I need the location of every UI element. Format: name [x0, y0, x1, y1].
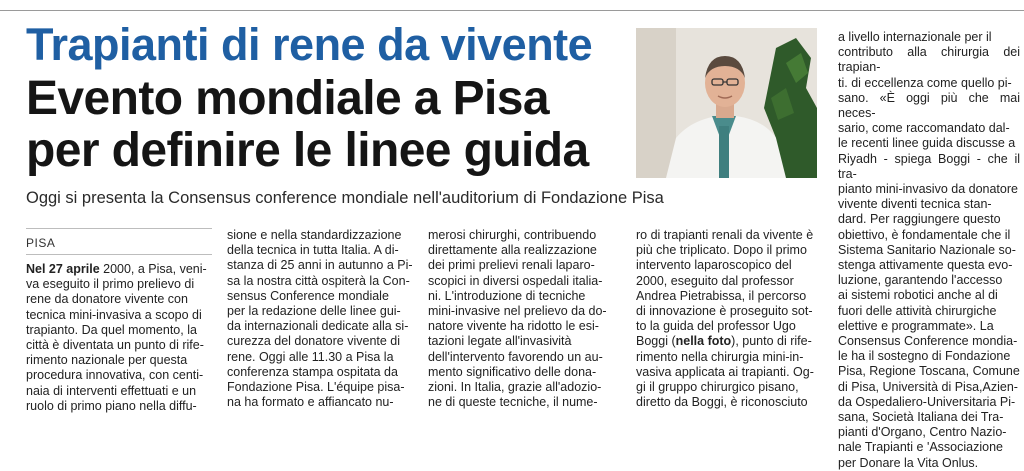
- body-column-4: [636, 228, 826, 410]
- dateline: PISA: [26, 236, 56, 250]
- headline: Evento mondiale a Pisa per definire le linee guida: [26, 72, 589, 177]
- photo-caption-bold: nella foto: [675, 334, 732, 349]
- body-column-1: [26, 262, 212, 414]
- body-column-3: merosi chirurghi, contribuendo direttamente alla realizzazione dei primi prelievi renali laparo- scopici in diversi ospedali italia- ni. L'introduzione di tecniche mini-invasive nel prelievo da do- natore vivente ha ridotto le esi- tazioni legate all'invasività dell'intervento favorendo un au- mento significativo delle dona- zioni. In Italia, grazie all'adozio- ne di queste tecniche, il nume-: [428, 228, 607, 410]
- body-column-5: a livello internazionale per il contributo alla chirurgia dei trapian- ti. di eccellenza come quello pi- sano. «È oggi più che mai neces- sario, come raccomandato dal- le recenti linee guida discusse a Riyadh - spiega Boggi - che il tra- pianto mini-invasivo da donatore vivente diventi tecnica stan- dard. Per raggiungere questo obiettivo, è fondamentale che il Sistema Sanitario Nazionale so- stenga attivamente questa evo- luzione, garantendo l'accesso ai sistemi robotici anche al di fuori delle attività chirurgiche elettive e programmate». La Consensus Conference mondia- le ha il sostegno di Fondazione Pisa, Regione Toscana, Comune di Pisa, Università di Pisa,Azien- da Ospedaliero-Universitaria Pi- sana, Società Italiana dei Tra- pianti d'Organo, Centro Nazio- nale Trapianti e 'Associazione per Donare la Vita Onlus.: [838, 30, 1020, 470]
- kicker-title: Trapianti di rene da vivente: [26, 19, 593, 70]
- dateline-rule-top: [26, 228, 212, 229]
- body-column-2: sione e nella standardizzazione della tecnica in tutta Italia. A di- stanza di 25 anni in autunno a Pi- sa la nostra città ospiterà la Con- sensus Conference mondiale per la redazione delle linee gui- da internazionali dedicate alla si- curezza del donatore vivente di rene. Oggi alle 11.30 a Pisa la conferenza stampa ospitata da Fondazione Pisa. L'équipe pisa- na ha formato e affiancato nu-: [227, 228, 413, 410]
- column-4-text-b: ), punto di rife- rimento nella chirurgia mini-in- vasiva applicata ai trapianti. Og- gi il gruppo chirurgico pisano, diretto da Boggi, è riconosciuto: [636, 334, 814, 410]
- dateline-rule-bottom: [26, 254, 212, 255]
- column-4-text-a: ro di trapianti renali da vivente è più che triplicato. Dopo il primo intervento laparoscopico del 2000, eseguito dal professor Andrea Pietrabissa, il percorso di innovazione è proseguito sot- to la guida del professor Ugo Boggi (: [636, 228, 814, 349]
- portrait-illustration: [636, 28, 817, 178]
- column-1-text: 2000, a Pisa, veni- va eseguito il primo prelievo di rene da donatore vivente con tecnica mini-invasiva a scopo di trapianto. Da quel momento, la città è diventata un punto di rife- rimento nazionale per questa procedura innovativa, con centi- naia di interventi effettuati e un ruolo di primo piano nella diffu-: [26, 262, 207, 413]
- subheadline: Oggi si presenta la Consensus conference mondiale nell'auditorium di Fondazione Pisa: [26, 189, 664, 207]
- lead-bold: Nel 27 aprile: [26, 262, 100, 276]
- photo-surgeon: [636, 28, 817, 178]
- top-rule: [0, 10, 1024, 11]
